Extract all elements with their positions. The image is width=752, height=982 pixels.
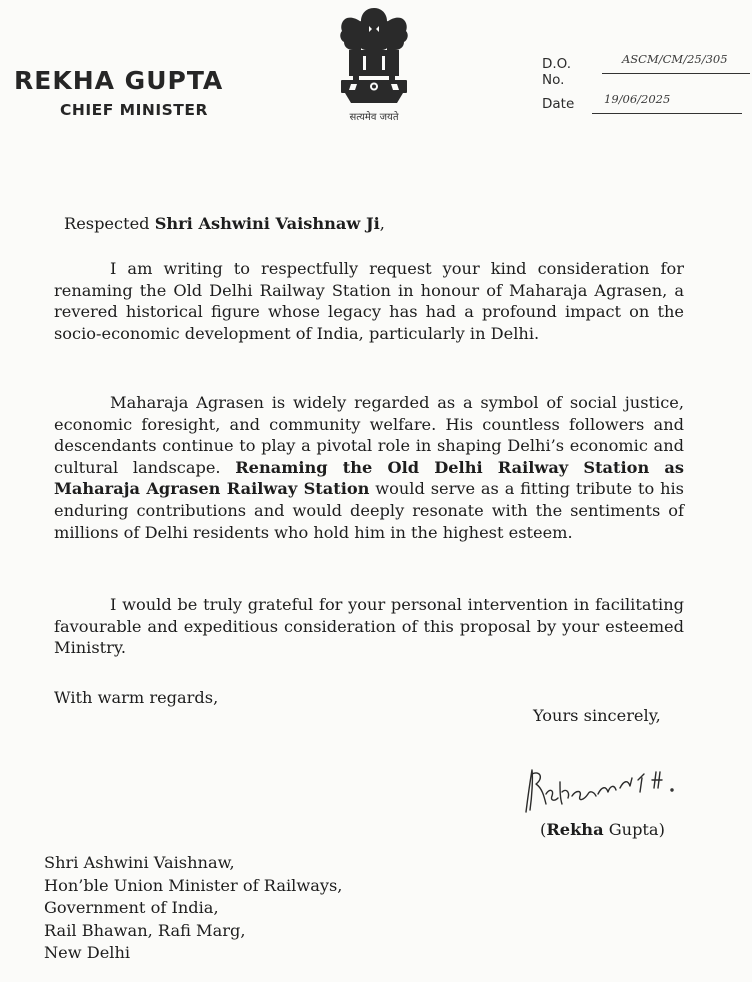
paragraph-1-text: I am writing to respectfully request your kind consideration for renaming the Old Delhi Railway Station in honour of Maharaja Agrasen, a revered historical figure whose legacy has had a profound impact on the socio-economic development of India, particularly in Delhi. (54, 259, 684, 343)
addressee-line: New Delhi (44, 943, 131, 962)
date-underline (592, 113, 742, 114)
salutation-suffix: , (379, 214, 385, 233)
yours-sincerely: Yours sincerely, (533, 706, 661, 725)
signatory-first-name: Rekha (546, 820, 604, 839)
addressee-line: Hon’ble Union Minister of Railways, (44, 875, 343, 895)
national-emblem-lion-capital-icon (333, 6, 415, 110)
addressee-line: Government of India, (44, 898, 219, 917)
addressee-block (44, 852, 342, 965)
addressee-line: Shri Ashwini Vaishnaw, (44, 853, 235, 872)
paragraph-2-text-start: Maharaja Agrasen is widely regarded as a symbol of social justice, economic foresight, and community welfare. His countless followers and descendants continue to play a pivotal role in shaping Delhi’s economic and cultural landscape. (54, 393, 684, 477)
signatory-name (540, 820, 665, 839)
closing-regards: With warm regards, (54, 688, 219, 707)
body-paragraph-2 (54, 392, 684, 543)
signatory-close-paren: ) (658, 820, 665, 839)
salutation-prefix: Respected (64, 214, 155, 233)
paragraph-2-text-end: would serve as a fitting tribute to his enduring contributions and would deeply resonate with the sentiments of millions of Delhi residents who hold him in the highest esteem. (54, 479, 684, 542)
sender-name: REKHA GUPTA (14, 66, 224, 95)
body-paragraph-1 (54, 258, 684, 344)
date-label: Date (542, 96, 575, 112)
signatory-open-paren: ( (540, 820, 547, 839)
paragraph-2-highlight: Renaming the Old Delhi Railway Station as Maharaja Agrasen Railway Station (54, 457, 684, 499)
emblem-motto: सत्यमेव जयते (349, 112, 399, 123)
signatory-last-name: Gupta (603, 820, 659, 839)
paragraph-3-text: I would be truly grateful for your personal intervention in facilitating favourable and expeditious consideration of this proposal by your esteemed Ministry. (54, 595, 684, 658)
addressee-line: Rail Bhawan, Rafi Marg, (44, 920, 246, 940)
handwritten-signature (516, 752, 706, 826)
date-value: 19/06/2025 (604, 92, 671, 106)
do-number-label: D.O. No. (542, 56, 572, 88)
body-paragraph-3 (54, 594, 684, 659)
recipient-name: Shri Ashwini Vaishnaw Ji (154, 214, 380, 233)
do-number-value: ASCM/CM/25/305 (622, 52, 728, 66)
sender-designation: CHIEF MINISTER (60, 101, 208, 119)
salutation (64, 214, 385, 233)
do-number-underline (602, 73, 750, 74)
